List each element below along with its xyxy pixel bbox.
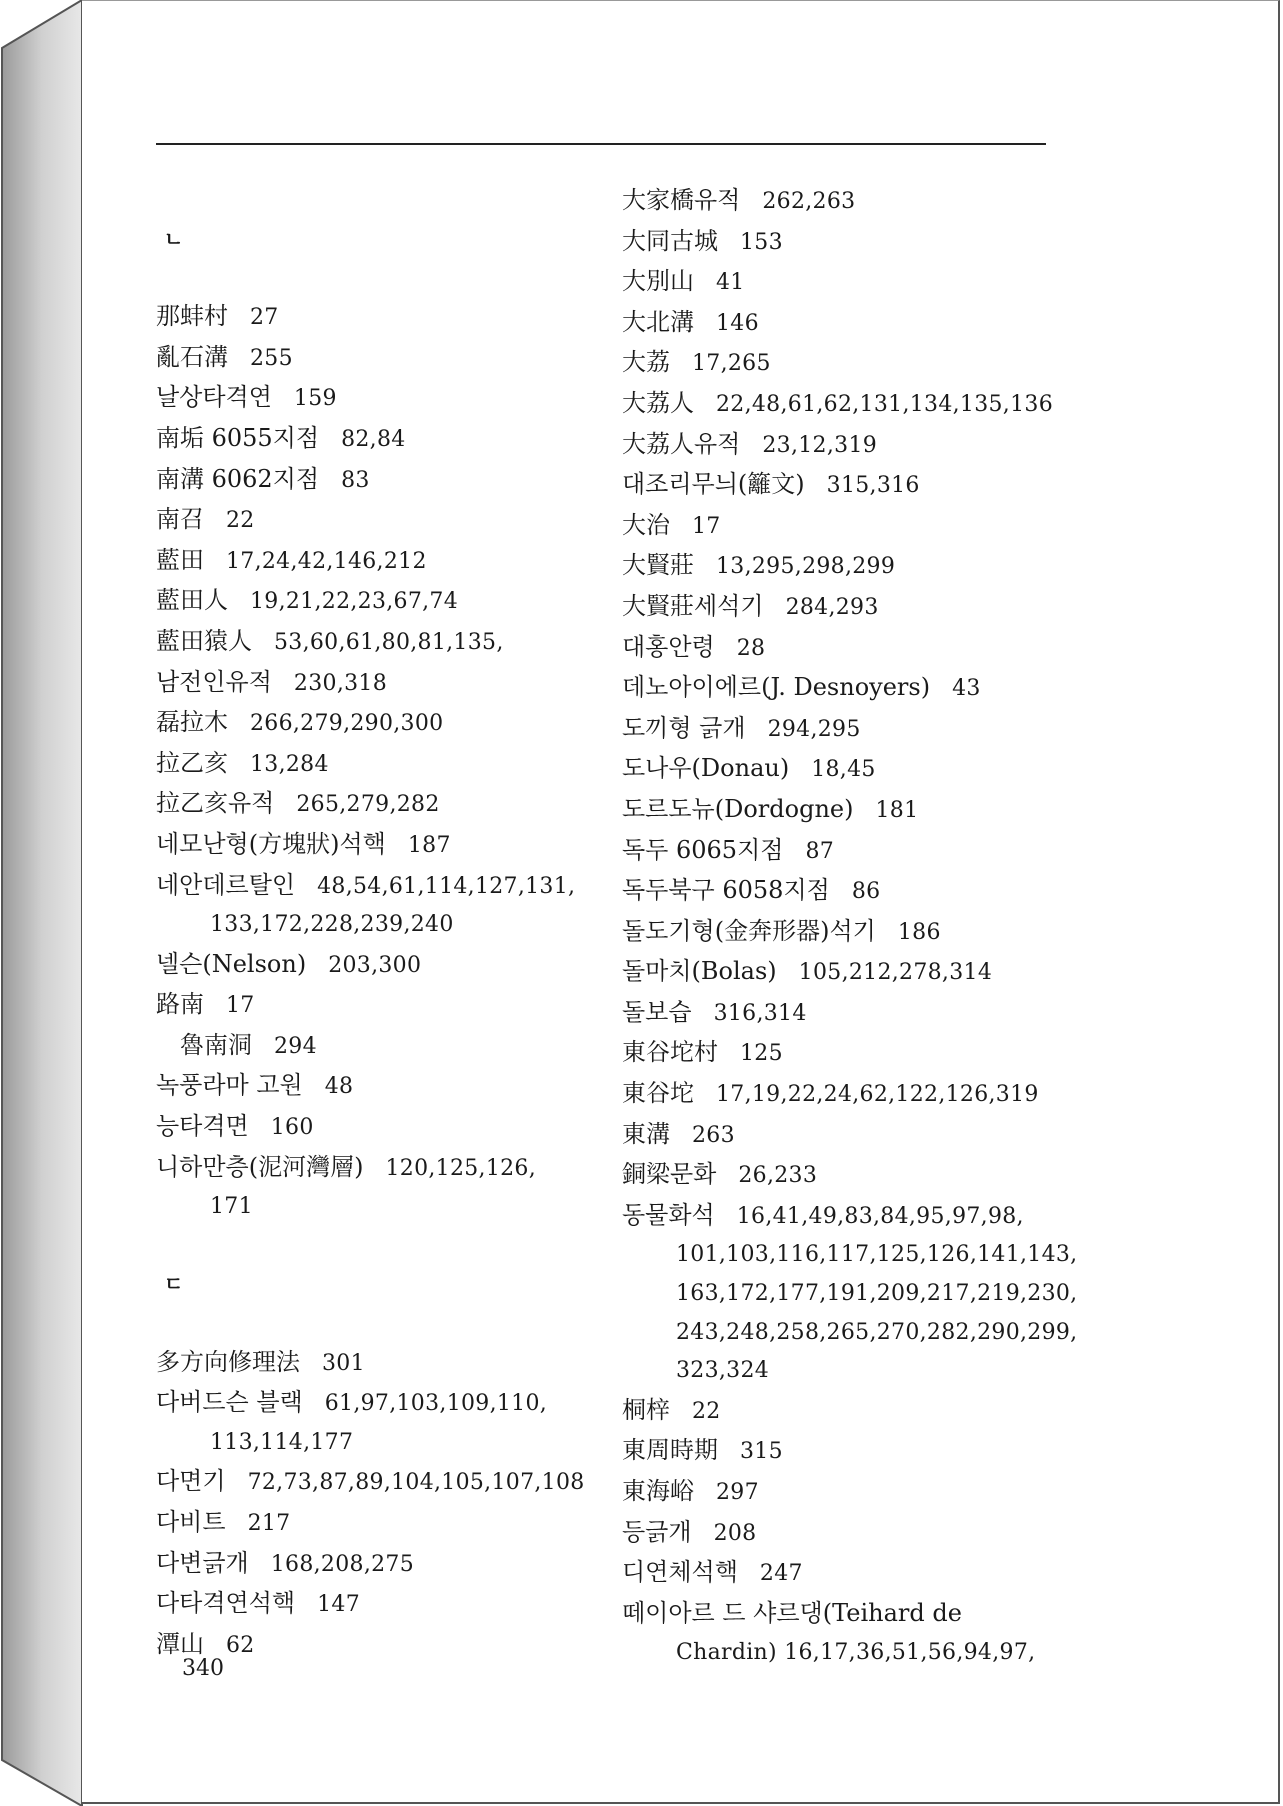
entry-term: 네안데르탈인 [156,870,296,899]
index-entry [622,1472,1062,1513]
index-entry [156,1148,596,1189]
entry-pages: 284,293 [785,594,879,620]
index-entry [156,581,596,622]
entry-pages: 186 [897,919,941,945]
index-entry [622,384,1062,425]
entry-term: 多方向修理法 [156,1347,300,1376]
entry-term: 桐梓 [622,1395,670,1424]
index-entry [156,378,596,419]
entry-term: 藍田人 [156,586,228,615]
entry-pages: 22 [226,508,255,534]
entry-pages: 72,73,87,89,104,105,107,108 [247,1470,585,1496]
entry-term: 네모난형(方塊狀)석핵 [156,829,386,858]
index-entry [622,1196,1062,1237]
left-column [156,220,596,1665]
entry-continuation: 113,114,177 [210,1429,354,1455]
entry-term: 亂石溝 [156,342,228,371]
index-entry [622,952,1062,993]
entry-continuation: 163,172,177,191,209,217,219,230, [676,1281,1078,1307]
entry-pages: 159 [293,386,337,412]
entry-pages: 61,97,103,109,110, [324,1391,548,1417]
entry-pages: 43 [952,676,981,702]
entry-continuation: 101,103,116,117,125,126,141,143, [676,1242,1078,1268]
entry-term: 넬슨(Nelson) [156,949,307,978]
entry-pages: 265,279,282 [296,792,440,818]
entry-term: 떼이아르 드 샤르댕(Teihard de [622,1598,962,1627]
index-entry [156,1503,596,1544]
index-entry [622,628,1062,669]
index-entry [156,1107,596,1148]
entry-term: 大賢莊세석기 [622,591,764,620]
entry-continuation: 133,172,228,239,240 [210,912,454,938]
entry-pages: 17,19,22,24,62,122,126,319 [716,1082,1039,1108]
index-entry [156,297,596,338]
entry-continuation: 323,324 [676,1358,770,1384]
entry-pages: 247 [759,1561,803,1587]
index-entry [622,343,1062,384]
entry-term: 다면기 [156,1467,226,1496]
index-entry [622,790,1062,831]
entry-pages: 203,300 [328,952,422,978]
entry-term: 東谷坨 [622,1079,694,1108]
entry-term: 東溝 [622,1119,670,1148]
index-entry [622,587,1062,628]
entry-term: 磊拉木 [156,708,228,737]
entry-pages: 16,41,49,83,84,95,97,98, [736,1203,1024,1229]
entry-pages: 125 [740,1041,783,1067]
entry-pages: 315,316 [826,473,920,499]
index-entry [156,1544,596,1585]
entry-term: 那蚌村 [156,302,228,331]
section-heading: ㄷ [164,1272,184,1297]
index-entry [622,993,1062,1034]
index-entry [622,425,1062,466]
index-entry [156,541,596,582]
index-entry [622,506,1062,547]
index-entry [622,1391,1062,1432]
book-spine-edge [0,0,84,1806]
entry-pages: 48 [324,1074,354,1100]
entry-pages: 263 [692,1122,735,1148]
index-entry [156,622,596,663]
entry-pages: 301 [322,1350,365,1376]
entry-pages: 53,60,61,80,81,135, [274,629,504,655]
index-entry [622,668,1062,709]
index-entry [156,1343,596,1384]
index-entry [156,744,596,785]
entry-pages: 19,21,22,23,67,74 [250,589,459,615]
entry-term: 潭山 [156,1629,204,1658]
index-entry [156,338,596,379]
entry-pages: 315 [740,1439,783,1465]
entry-term: 南溝 6062지점 [156,464,320,493]
index-entry [156,866,596,907]
index-entry [156,945,596,986]
index-entry [622,1115,1062,1156]
entry-pages: 17 [226,993,255,1019]
entry-pages: 217 [247,1511,291,1536]
index-entry [156,419,596,460]
entry-term: 대홍안령 [622,632,715,661]
entry-pages: 28 [736,635,766,661]
entry-term: 녹풍라마 고원 [156,1071,303,1100]
index-entry [622,1074,1062,1115]
entry-term: 路南 [156,990,204,1019]
entry-pages: 62 [226,1632,255,1658]
entry-pages: 105,212,278,314 [798,960,993,986]
entry-pages: 13,284 [250,751,329,777]
entry-pages: 297 [716,1480,759,1505]
entry-term: 大荔人유적 [622,429,741,458]
entry-term: 다타격연석핵 [156,1589,296,1618]
index-entry [622,1033,1062,1074]
entry-term: 拉乙亥유적 [156,789,275,818]
index-entry [156,985,596,1026]
spacer [156,259,596,298]
entry-pages: 18,45 [811,757,876,783]
page-number: 340 [182,1656,224,1681]
entry-pages: 255 [250,345,293,371]
entry-term: 돌보습 [622,997,692,1026]
index-entry [156,1462,596,1503]
entry-pages: 86 [851,879,881,905]
entry-continuation: 243,248,258,265,270,282,290,299, [676,1319,1078,1345]
entry-term: 南垢 6055지점 [156,423,320,452]
entry-term: 도나우(Donau) [622,754,790,783]
entry-pages: 48,54,61,114,127,131, [317,873,576,899]
entry-pages: 22,48,61,62,131,134,135,136 [716,391,1053,417]
entry-pages: 23,12,319 [762,432,878,458]
entry-pages: 17 [692,513,721,539]
entry-term: 東周時期 [622,1436,718,1465]
entry-term: 大賢莊 [622,551,694,580]
entry-pages: 147 [317,1592,361,1618]
entry-term: 大別山 [622,267,694,296]
entry-pages: 120,125,126, [385,1155,537,1181]
entry-term: 남전인유적 [156,667,272,696]
entry-pages: 181 [875,797,919,823]
entry-term: 大治 [622,510,670,539]
index-entry [622,709,1062,750]
entry-term: 대조리무늬(籬文) [622,470,805,499]
index-entry [156,703,596,744]
index-entry [622,1553,1062,1594]
entry-term: 拉乙亥 [156,748,228,777]
entry-pages: 294 [274,1033,317,1059]
entry-continuation: 171 [210,1194,253,1220]
entry-pages: 17,265 [692,351,771,377]
entry-pages: 22 [692,1398,721,1424]
section-heading: ㄴ [164,227,184,251]
index-entry [156,825,596,866]
entry-term: 東海峪 [622,1477,694,1505]
spacer [156,1304,596,1343]
entry-pages: 187 [407,832,451,858]
index-entry [622,749,1062,790]
entry-pages: 294,295 [767,716,861,742]
entry-term: 藍田猿人 [156,626,252,655]
index-entry [156,500,596,541]
index-entry [622,181,1062,222]
index-entry [622,871,1062,912]
entry-term: 돌마치(Bolas) [622,957,777,986]
entry-pages: 316,314 [713,1000,807,1026]
entry-term: 南召 [156,505,204,534]
index-entry [622,1431,1062,1472]
entry-pages: 26,233 [738,1163,818,1189]
entry-pages: 87 [805,838,835,864]
entry-term: 藍田 [156,545,204,574]
entry-pages: 160 [270,1115,314,1141]
entry-term: 東谷坨村 [622,1038,718,1067]
entry-term: 다변긁개 [156,1548,249,1577]
header-rule [156,143,1046,145]
index-entry [156,1066,596,1107]
entry-continuation: Chardin) 16,17,36,51,56,94,97, [676,1640,1036,1666]
entry-pages: 168,208,275 [270,1551,415,1577]
entry-term: 능타격면 [156,1112,249,1141]
entry-pages: 13,295,298,299 [716,554,896,580]
entry-pages: 266,279,290,300 [250,711,444,737]
entry-term: 돌도기형(金奔形器)석기 [622,916,876,945]
entry-pages: 82,84 [341,426,406,452]
entry-term: 大荔人 [622,388,694,417]
index-entry [156,460,596,501]
entry-term: 날상타격연 [156,383,272,412]
entry-pages: 262,263 [762,189,856,214]
entry-pages: 153 [740,229,783,255]
index-entry [622,546,1062,587]
entry-term: 다비트 [156,1508,226,1536]
entry-term: 데노아이에르(J. Desnoyers) [622,673,931,702]
index-subentry [156,1026,596,1067]
index-entry [156,1383,596,1424]
index-entry [622,831,1062,872]
entry-term: 大同古城 [622,226,718,255]
index-entry [156,1584,596,1625]
entry-term: 등긁개 [622,1517,692,1546]
entry-pages: 208 [713,1520,757,1546]
entry-pages: 146 [716,310,759,336]
entry-term: 동물화석 [622,1200,715,1229]
entry-term: 독두 6065지점 [622,835,784,864]
index-entry [156,663,596,704]
entry-pages: 17,24,42,146,212 [226,548,427,574]
spacer [156,1227,596,1266]
index-entry [622,912,1062,953]
index-entry [622,1594,1062,1635]
entry-term: 大家橋유적 [622,186,741,214]
entry-term: 銅梁문화 [622,1160,717,1189]
entry-pages: 83 [341,467,370,493]
entry-term: 다버드슨 블랙 [156,1388,303,1417]
entry-term: 도끼형 긁개 [622,713,746,742]
entry-term: 니하만층(泥河灣層) [156,1152,364,1181]
index-entry [622,1155,1062,1196]
index-entry [622,222,1062,263]
entry-term: 大北溝 [622,307,694,336]
entry-term: 도르도뉴(Dordogne) [622,794,854,823]
entry-pages: 230,318 [293,670,387,696]
index-entry [156,784,596,825]
index-entry [622,465,1062,506]
index-entry [622,303,1062,344]
entry-term: 독두북구 6058지점 [622,876,830,905]
entry-pages: 41 [716,270,745,296]
entry-term: 디연체석핵 [622,1558,738,1587]
entry-term: 魯南洞 [180,1030,252,1059]
entry-term: 大荔 [622,348,670,377]
index-entry [622,262,1062,303]
entry-pages: 27 [250,305,279,331]
index-entry [622,1513,1062,1554]
right-column [622,181,1078,1673]
